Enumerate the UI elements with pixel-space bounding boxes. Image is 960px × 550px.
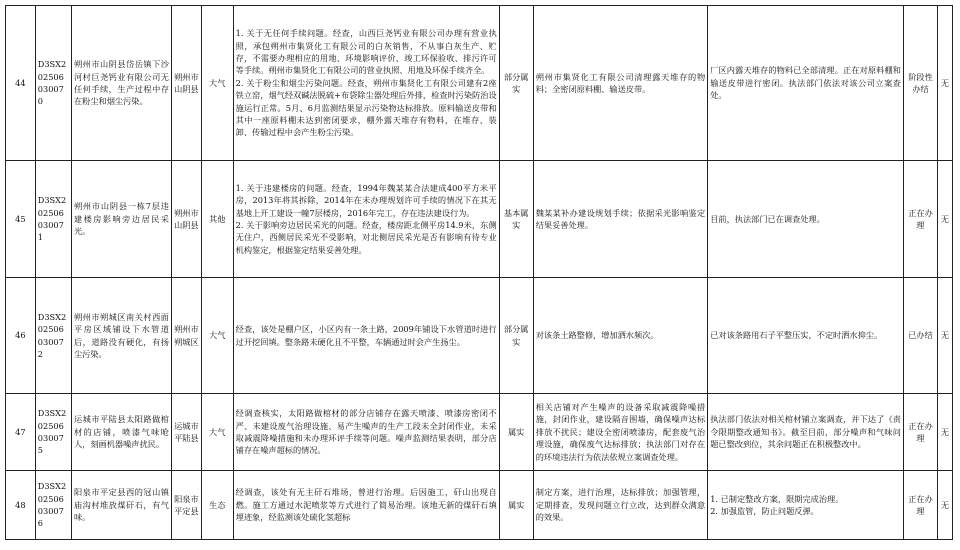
handling-status [903, 278, 937, 394]
handling-status-text: 正在办理 [908, 207, 933, 230]
handling-progress [708, 278, 904, 394]
pollution-category-text: 大气 [209, 426, 226, 437]
case-number [6, 6, 36, 161]
pollution-category [201, 6, 233, 161]
accountability-text: 无 [940, 213, 950, 224]
complaint-content [71, 278, 171, 394]
administrative-region [171, 394, 201, 471]
case-number [6, 161, 36, 278]
investigation-findings [233, 161, 499, 278]
verification-result [499, 161, 533, 278]
handling-status [903, 6, 937, 161]
verification-result-text: 属实 [507, 426, 525, 437]
verification-result [499, 278, 533, 394]
handling-status-text: 已办结 [908, 330, 933, 341]
verification-result-text: 部分属实 [503, 71, 529, 94]
table-row [6, 161, 953, 278]
accountability-text: 无 [940, 330, 950, 341]
complaint-content-text: 朔州市朔城区南关村西面平房区域铺设下水管道后，道路没有硬化，有扬尘污染。 [73, 311, 169, 359]
rectification-measures [533, 471, 708, 540]
investigation-findings [233, 471, 499, 540]
rectification-measures-text: 对该条土路整修，增加洒水频次。 [535, 330, 659, 341]
handling-status-text: 正在办理 [908, 420, 933, 443]
handling-progress-text: 已对该条路用石子平整压实，不定时洒水抑尘。 [710, 330, 883, 341]
complaint-content [71, 471, 171, 540]
case-code [35, 394, 71, 471]
rectification-measures-text: 制定方案，进行治理，达标排放；加强管理，定期排查，发现问题立行立改，达到群众满意的效果。 [535, 487, 706, 523]
case-code-text: D3SX202506030070 [37, 59, 67, 107]
complaint-content-text: 阳泉市平定县西的冠山镇庙沟村堆放煤矸石，有气味。 [73, 487, 169, 523]
administrative-region [171, 6, 201, 161]
pollution-category [201, 161, 233, 278]
case-number-text: 44 [15, 77, 26, 88]
rectification-measures-text: 朔州市集贤化工有限公司清理露天堆存的物料；全密闭原料棚、输送皮带。 [535, 71, 706, 94]
case-number-text: 46 [15, 330, 26, 341]
handling-status-text: 阶段性办结 [908, 71, 933, 94]
administrative-region-text: 朔州市山阴县 [174, 207, 199, 230]
handling-status-text: 正在办理 [908, 493, 933, 516]
accountability-text: 无 [940, 426, 950, 437]
table-row [6, 6, 953, 161]
case-code-text: D3SX202506030071 [37, 195, 67, 243]
complaint-content [71, 394, 171, 471]
pollution-category-text: 生态 [209, 499, 226, 510]
case-number [6, 278, 36, 394]
handling-progress-text: 执法部门依法对相关棺材铺立案调查，并下达了《责令限期整改通知书》。截至目前，部分噪声和气味问题已整改到位，其余问题正在积极整改中。 [710, 414, 901, 450]
administrative-region [171, 161, 201, 278]
handling-progress-text: 厂区内露天堆存的物料已全部清理。正在对原料棚和输送皮带进行密闭。执法部门依法对该公司立案查处。 [710, 65, 901, 101]
handling-status [903, 161, 937, 278]
case-code [35, 278, 71, 394]
rectification-measures [533, 394, 708, 471]
table-row [6, 394, 953, 471]
investigation-findings-text: 经查，该处是棚户区，小区内有一条土路，2009年铺设下水管道时进行过开挖回填。整条路未硬化且不平整，车辆通过时会产生扬尘。 [235, 324, 497, 347]
investigation-findings [233, 6, 499, 161]
case-table-body [6, 6, 953, 540]
accountability [938, 161, 953, 278]
investigation-findings-text: 经调查核实，太阳路做棺材的部分店铺存在露天喷漆、喷漆房密闭不严、未建设废气治理设施、易产生噪声的生产工段未全封闭作业，未采取减震降噪措施和未办理环评手续等问题。噪声监测结果表明，部分店铺存在噪声超标的情况。 [235, 408, 497, 456]
handling-status [903, 394, 937, 471]
verification-result [499, 6, 533, 161]
handling-progress [708, 161, 904, 278]
administrative-region-text: 运城市平陆县 [174, 420, 199, 443]
case-number-text: 45 [15, 213, 26, 224]
pollution-category [201, 278, 233, 394]
pollution-category [201, 471, 233, 540]
accountability [938, 278, 953, 394]
investigation-findings-text: 1. 关于违建楼房的问题。经查，1994年魏某某合法建成400平方米平房，2013年将其拆除，2014年在未办理规划许可手续的情况下在其无基地上开工建设一幢7层楼房，2016年完工，存在违法建设行为。 2. 关于影响旁边居民采光的问题。经查，楼房距北侧平房14.9米，东侧无住户，西侧居民采光不受影响，对北侧居民采光是否有影响有待专业机构鉴定，根据鉴定结果妥善处理。 [235, 182, 497, 255]
investigation-findings-text: 1. 关于无任何手续问题。经查，山西巨尧钙业有限公司办理有营业执照，承包朔州市集贤化工有限公司的白灰销售，不从事白灰生产、贮存，不需要办理相应的用地、环境影响评价、竣工环保验收、排污许可等手续。朔州市集贤化工有限公司的营业执照、用地及环保手续齐全。 2. 关于粉尘和烟尘污染问题。经查，朔州市集贤化工有限公司建有2座铁立窑，烟气经双碱法脱硫+布袋除尘器处理后外排，检查时污染防治设施运行正常。5月、6月监测结果显示污染物达标排放。原料输送皮带和其中一座原料棚未达到密闭要求，棚外露天堆存有物料，在堆存、装卸、传输过程中会产生粉尘污染。 [235, 28, 497, 138]
handling-progress [708, 394, 904, 471]
pollution-category-text: 大气 [209, 330, 226, 341]
verification-result-text: 部分属实 [503, 324, 529, 347]
case-code [35, 161, 71, 278]
rectification-measures-text: 相关店铺对产生噪声的设备采取减震降噪措施，封闭作业，建设隔音围墙，确保噪声达标排放不扰民；建设全密闭喷漆房，配套废气治理设施，确保废气达标排放；执法部门对存在的环境违法行为依法依规立案调查处理。 [535, 401, 706, 462]
verification-result [499, 394, 533, 471]
handling-status [903, 471, 937, 540]
case-code-text: D3SX202506030072 [37, 311, 67, 359]
accountability-text: 无 [940, 77, 950, 88]
verification-result-text: 基本属实 [503, 207, 529, 230]
complaint-content [71, 6, 171, 161]
case-code [35, 6, 71, 161]
administrative-region-text: 朔州市朔城区 [174, 324, 199, 347]
accountability [938, 471, 953, 540]
rectification-measures [533, 161, 708, 278]
pollution-category [201, 394, 233, 471]
case-code [35, 471, 71, 540]
investigation-findings-text: 经调查，该处有无主矸石堆场，曾进行治理。后因施工，矸山出现自燃。施工方通过水泥喷浆等方式进行了简易治理。该地无新的煤矸石填埋迹象，经监测该处硫化氢超标 [235, 487, 497, 523]
pollution-category-text: 其他 [209, 213, 226, 224]
investigation-findings [233, 394, 499, 471]
investigation-findings [233, 278, 499, 394]
administrative-region [171, 278, 201, 394]
complaint-content-text: 朔州市山阴县岱岳镇下沙河村巨尧钙业有限公司无任何手续，生产过程中存在粉尘和烟尘污染。 [73, 59, 169, 107]
case-code-text: D3SX202506030075 [37, 408, 67, 456]
administrative-region [171, 471, 201, 540]
table-row [6, 471, 953, 540]
accountability [938, 6, 953, 161]
administrative-region-text: 阳泉市平定县 [174, 493, 199, 516]
accountability-text: 无 [940, 499, 950, 510]
handling-progress [708, 6, 904, 161]
case-code-text: D3SX202506030076 [37, 481, 67, 529]
case-number-text: 48 [15, 499, 26, 510]
pollution-category-text: 大气 [209, 77, 226, 88]
case-table [5, 5, 953, 540]
verification-result-text: 属实 [507, 499, 525, 510]
handling-progress [708, 471, 904, 540]
handling-progress-text: 目前，执法部门已在调查处理。 [710, 213, 825, 224]
complaint-content [71, 161, 171, 278]
rectification-measures [533, 6, 708, 161]
complaint-content-text: 运城市平陆县太阳路做棺材的店铺，喷漆气味呛人，刻画机器噪声扰民。 [73, 414, 169, 450]
case-number [6, 471, 36, 540]
accountability [938, 394, 953, 471]
complaint-content-text: 朔州市山阴县一栋7层违建楼房影响旁边居民采光。 [73, 201, 169, 237]
handling-progress-text: 1. 已制定整改方案，限期完成治理。 2. 加强监管，防止问题反弹。 [710, 493, 844, 516]
case-number [6, 394, 36, 471]
rectification-measures-text: 魏某某补办建设规划手续；依据采光影响鉴定结果妥善处理。 [535, 207, 706, 230]
administrative-region-text: 朔州市山阴县 [174, 71, 199, 94]
case-number-text: 47 [15, 426, 26, 437]
verification-result [499, 471, 533, 540]
rectification-measures [533, 278, 708, 394]
table-row [6, 278, 953, 394]
